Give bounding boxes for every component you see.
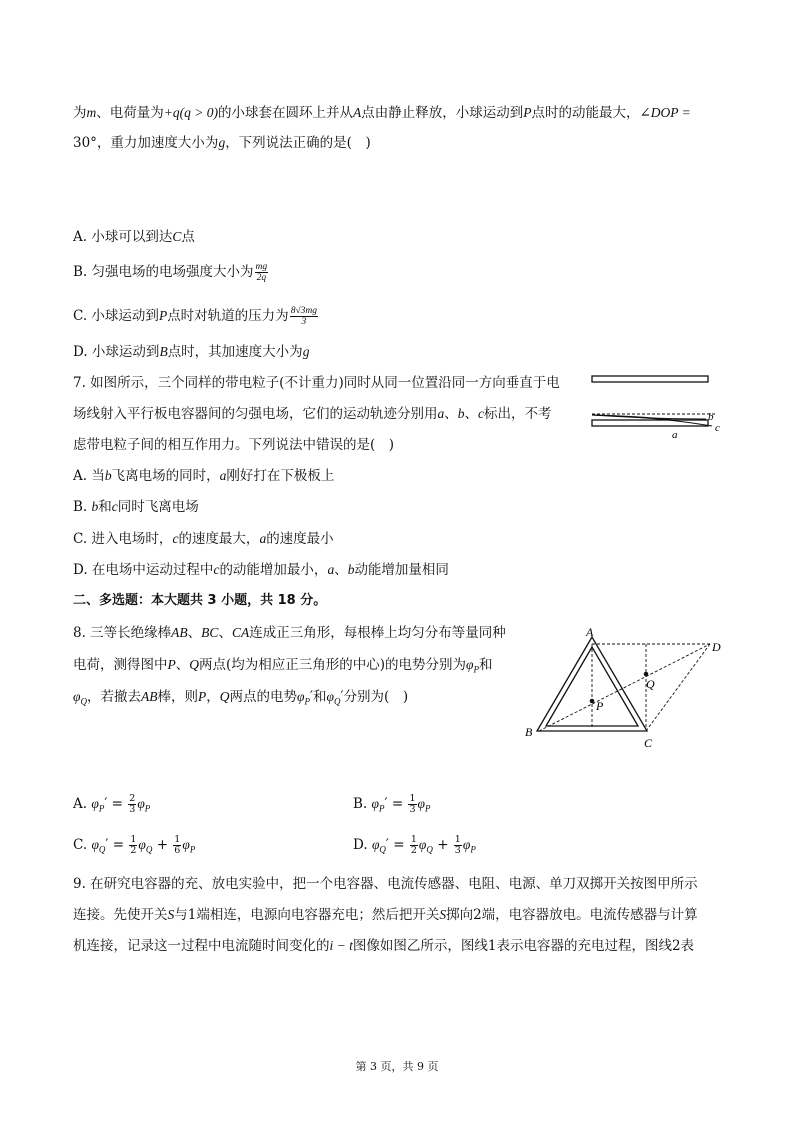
q8-option-b xyxy=(353,794,430,818)
text: 、电荷量为 xyxy=(96,105,164,121)
phi: φ xyxy=(91,837,99,852)
var-i-t: i − t xyxy=(329,938,353,953)
phi: φ xyxy=(137,796,145,811)
phi: φ xyxy=(417,796,425,811)
text: 图像如图乙所示，图线1表示电容器的充电过程，图线2表 xyxy=(352,938,695,954)
text: 点时的动能最大， xyxy=(531,105,640,121)
var-A: A xyxy=(352,105,362,120)
plus: + xyxy=(156,837,168,853)
text: 和 xyxy=(313,689,327,705)
numerator: 1 xyxy=(410,834,417,845)
subscript: Q xyxy=(379,844,386,855)
phi: φ xyxy=(371,837,380,852)
q6-stem-line1 xyxy=(73,104,691,122)
text: 点 xyxy=(181,229,195,245)
point-P xyxy=(590,699,595,704)
var-S: S xyxy=(167,907,175,922)
var-CA: CA xyxy=(231,625,250,640)
label-C: C xyxy=(644,736,653,750)
q7-option-d xyxy=(73,561,449,579)
var-BC: BC xyxy=(201,625,219,640)
subscript: P xyxy=(98,803,105,814)
q8-option-a xyxy=(73,794,150,818)
phi: φ xyxy=(138,837,146,852)
section-heading-multiple-choice xyxy=(73,592,326,610)
subscript: Q xyxy=(426,844,433,855)
text: 、 xyxy=(464,406,478,422)
text: C. 小球运动到 xyxy=(73,308,159,324)
subscript: Q xyxy=(80,696,87,707)
text: 和 xyxy=(479,657,493,673)
text: 8. 三等长绝缘棒 xyxy=(73,625,172,641)
fraction-2-3 xyxy=(128,794,136,815)
subscript: P xyxy=(424,803,431,814)
var-Q: Q xyxy=(189,657,199,672)
text: A. 当 xyxy=(73,468,105,484)
phi: φ xyxy=(91,796,99,811)
fraction-1-2 xyxy=(410,835,418,856)
text: ， xyxy=(206,689,220,705)
text: 掷向2端，电容器放电。电流传感器与计算 xyxy=(446,907,698,923)
label-a: a xyxy=(672,429,678,441)
denominator: 6 xyxy=(174,845,181,856)
numerator: 2 xyxy=(129,793,136,804)
q8-option-d xyxy=(353,835,476,859)
numerator: 1 xyxy=(174,834,181,845)
text: D. 小球运动到 xyxy=(73,344,160,360)
var-c: c xyxy=(213,562,220,577)
q6-option-c xyxy=(73,306,319,327)
fraction-8root3mg-3 xyxy=(290,306,318,327)
text: ′ = xyxy=(104,796,123,812)
q7-stem-line1 xyxy=(73,374,560,392)
text: 的速度最小 xyxy=(266,531,334,547)
phi: φ xyxy=(466,657,474,672)
text: 标出，不考 xyxy=(484,406,552,422)
var-c: c xyxy=(111,499,118,514)
var-P: P xyxy=(167,657,176,672)
q9-stem-line2 xyxy=(73,906,698,924)
q7-option-c xyxy=(73,530,334,548)
var-b: b xyxy=(347,562,355,577)
numerator: 1 xyxy=(409,793,416,804)
subscript: P xyxy=(378,803,385,814)
text: B. 匀强电场的电场强度大小为 xyxy=(73,264,254,280)
var-AB: AB xyxy=(171,625,188,640)
denominator: 3 xyxy=(129,804,136,815)
numerator: 1 xyxy=(454,834,461,845)
numerator: 1 xyxy=(130,834,137,845)
denominator: 3 xyxy=(301,317,307,327)
phi: φ xyxy=(462,837,471,852)
q7-capacitor-figure xyxy=(588,372,728,467)
q6-option-b xyxy=(73,262,269,283)
var-AB: AB xyxy=(140,689,158,704)
fraction-mg-2q xyxy=(255,262,269,283)
denominator: 2 xyxy=(410,845,417,856)
var-a: a xyxy=(437,406,445,421)
plus: + xyxy=(437,837,449,853)
q7-stem-line3 xyxy=(73,436,394,454)
text: 连接。先使开关 xyxy=(73,907,168,923)
text: C. xyxy=(73,837,92,853)
text: 机连接，记录这一过程中电流随时间变化的 xyxy=(73,938,330,954)
angle-DOP: ∠DOP = xyxy=(639,105,691,120)
text: 、 xyxy=(334,562,348,578)
subscript: P xyxy=(304,696,310,707)
q7-option-a xyxy=(73,467,334,485)
text: 、 xyxy=(444,406,458,422)
fraction-1-3 xyxy=(408,794,416,815)
q6-stem-line2 xyxy=(73,134,371,152)
text: 7. 如图所示，三个同样的带电粒子(不计重力)同时从同一位置沿同一方向垂直于电 xyxy=(73,375,560,391)
fraction-1-6 xyxy=(173,835,181,856)
label-A: A xyxy=(586,625,594,639)
text: 与1端相连，电源向电容器充电；然后把开关 xyxy=(174,907,440,923)
text: 为 xyxy=(73,105,87,121)
text: D. xyxy=(353,837,372,853)
text: 30° xyxy=(73,135,97,151)
denominator: 2q xyxy=(256,273,267,283)
text: 和 xyxy=(98,499,112,515)
label-c: c xyxy=(715,422,720,434)
text: D. 在电场中运动过程中 xyxy=(73,562,214,578)
label-P: P xyxy=(596,699,604,713)
text: 的速度最大， xyxy=(178,531,260,547)
text: 刚好打在下极板上 xyxy=(226,468,335,484)
text: ′ = xyxy=(105,837,125,853)
text: B. xyxy=(353,796,372,812)
numerator: 8√3mg xyxy=(290,306,318,316)
subscript: Q xyxy=(145,844,153,855)
text: 、 xyxy=(218,625,232,641)
q8-option-c xyxy=(73,835,195,859)
point-Q xyxy=(644,672,649,677)
denominator: 3 xyxy=(454,845,461,856)
numerator: mg xyxy=(255,262,268,272)
text: ′ = xyxy=(384,796,404,812)
subscript: P xyxy=(144,803,151,814)
var-P: P xyxy=(523,105,532,120)
text: 9. 在研究电容器的充、放电实验中，把一个电容器、电流传感器、电阻、电源、单刀双掷开关按图甲所示 xyxy=(73,876,698,892)
fraction-1-3 xyxy=(454,835,462,856)
var-b: b xyxy=(104,468,112,483)
text: 场线射入平行板电容器间的匀强电场，它们的运动轨迹分别用 xyxy=(73,406,438,422)
prime: ′ xyxy=(309,689,314,705)
var-g: g xyxy=(302,344,310,359)
text: 的小球套在圆环上并从 xyxy=(217,105,353,121)
label-D: D xyxy=(712,640,721,654)
subscript: P xyxy=(470,844,476,855)
page-footer: 第 3 页，共 9 页 xyxy=(355,1060,439,1073)
text: ′ = xyxy=(385,837,405,853)
text: 同时飞离电场 xyxy=(117,499,199,515)
q8-stem-line2 xyxy=(73,656,493,679)
text: 的动能增加最小， xyxy=(219,562,328,578)
phi: φ xyxy=(296,689,305,704)
var-c: c xyxy=(172,531,179,546)
q8-stem-line1 xyxy=(73,624,506,642)
q8-triangle-figure xyxy=(522,625,732,755)
var-P: P xyxy=(197,689,207,704)
dashed-C-D xyxy=(646,644,710,731)
var-b: b xyxy=(91,499,99,514)
text: 点时对轨道的压力为 xyxy=(167,308,289,324)
q7-stem-line2 xyxy=(73,405,552,423)
text: 电荷，测得图中 xyxy=(73,657,168,673)
q9-stem-line1 xyxy=(73,875,698,893)
phi: φ xyxy=(371,796,379,811)
text: 飞离电场的同时， xyxy=(111,468,220,484)
var-a: a xyxy=(259,531,267,546)
var-q: +q(q > 0) xyxy=(163,105,218,120)
label-Q: Q xyxy=(646,677,655,691)
var-m: m xyxy=(86,105,97,120)
text: B. xyxy=(73,499,92,515)
phi: φ xyxy=(418,837,427,852)
subscript: Q xyxy=(333,696,341,707)
text: 点时，其加速度大小为 xyxy=(167,344,303,360)
fraction-1-2 xyxy=(129,835,137,856)
text: ，若撤去 xyxy=(86,689,141,705)
var-Q: Q xyxy=(219,689,230,704)
text: 棒，则 xyxy=(157,689,198,705)
text: 、 xyxy=(187,625,202,641)
var-B: B xyxy=(159,344,168,359)
text: ，重力加速度大小为 xyxy=(96,135,219,151)
var-P: P xyxy=(158,308,168,323)
phi: φ xyxy=(73,689,81,704)
q6-option-d xyxy=(73,343,309,361)
text: 两点的电势 xyxy=(229,689,297,705)
var-g: g xyxy=(218,135,226,150)
subscript: P xyxy=(189,844,196,855)
text: 两点(均为相应正三角形的中心)的电势分别为 xyxy=(199,657,467,673)
q9-stem-line3 xyxy=(73,937,694,955)
phi: φ xyxy=(182,837,190,852)
subscript: P xyxy=(473,664,480,675)
subscript: Q xyxy=(98,844,106,855)
var-a: a xyxy=(327,562,335,577)
text: C. 进入电场时， xyxy=(73,531,173,547)
text: A. 小球可以到达 xyxy=(73,229,173,245)
text: 连成正三角形，每根棒上均匀分布等量同种 xyxy=(249,625,506,641)
denominator: 3 xyxy=(409,804,416,815)
text: 分别为( ) xyxy=(343,689,409,705)
q8-stem-line3 xyxy=(73,688,408,711)
var-c: c xyxy=(478,406,484,421)
denominator: 2 xyxy=(130,845,137,856)
label-B: B xyxy=(525,725,533,739)
q6-option-a xyxy=(73,228,195,246)
phi: φ xyxy=(326,689,334,704)
upper-plate xyxy=(592,376,708,382)
var-S: S xyxy=(439,907,447,922)
text: 点由静止释放，小球运动到 xyxy=(361,105,524,121)
text: ，下列说法正确的是( ) xyxy=(225,135,371,151)
label-b: b xyxy=(708,411,714,423)
var-b: b xyxy=(457,406,465,421)
text: 虑带电粒子间的相互作用力。下列说法中错误的是( ) xyxy=(73,437,395,453)
text: 动能增加量相同 xyxy=(354,562,449,578)
text: 、 xyxy=(175,657,190,673)
text: 二、多选题：本大题共 3 小题，共 18 分。 xyxy=(73,593,327,608)
text: A. xyxy=(73,796,92,812)
dashed-B-D xyxy=(539,644,710,731)
var-a: a xyxy=(219,468,227,483)
q7-option-b xyxy=(73,498,199,516)
var-C: C xyxy=(172,229,182,244)
prime: ′ xyxy=(340,689,344,705)
